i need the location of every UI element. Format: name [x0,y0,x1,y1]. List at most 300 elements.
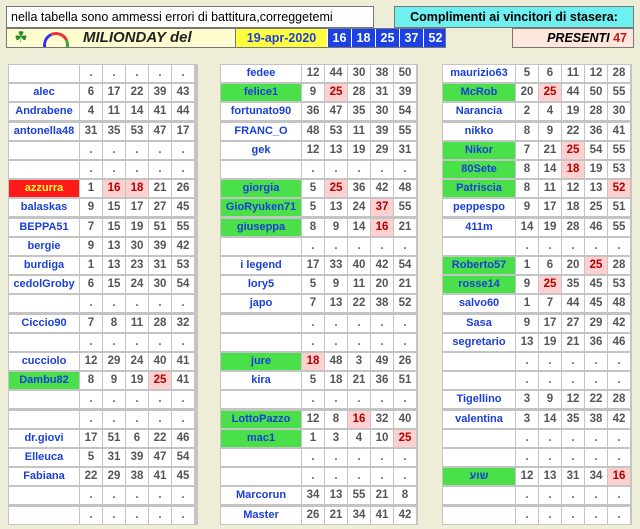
number-cell: 35 [103,123,125,140]
table-row [442,84,632,101]
number-cell: 51 [608,199,630,216]
number-cell: 19 [539,219,561,236]
number-cell: 21 [539,142,561,159]
number-cell: 21 [394,276,416,293]
player-name [221,334,301,351]
number-cell: . [103,487,125,504]
player-name: giorgia [221,180,301,197]
table-row [442,430,632,447]
number-cell: . [394,238,416,255]
number-cell: 13 [325,142,347,159]
player-name: Roberto57 [443,257,515,274]
number-cell: 28 [608,391,630,408]
number-cell: 30 [348,65,370,82]
number-cell: 22 [149,430,171,447]
player-name: giuseppa [221,219,301,236]
table-row [8,199,198,216]
table-row [442,257,632,274]
number-cell: 54 [394,103,416,120]
number-cell: 11 [103,103,125,120]
number-cell: 26 [394,353,416,370]
number-cell: 7 [539,295,561,312]
table-row [8,295,198,312]
table-row [220,391,418,408]
number-cell: 52 [394,295,416,312]
number-cell: 14 [126,103,148,120]
number-cell: . [539,238,561,255]
table-row [442,65,632,82]
matched-number-cell: 25 [394,430,416,447]
number-cell: 9 [80,199,102,216]
number-cell: 17 [80,430,102,447]
number-cell: 11 [562,65,584,82]
number-cell: 49 [371,353,393,370]
number-cell: . [103,295,125,312]
number-cell: . [539,507,561,524]
number-cell: . [172,391,194,408]
number-cell: 12 [585,65,607,82]
player-name: dr.giovi [9,430,79,447]
number-cell: 19 [539,334,561,351]
number-cell: . [585,449,607,466]
number-cell: . [80,161,102,178]
number-cell: . [325,468,347,485]
table-row [8,161,198,178]
number-cell: . [516,449,538,466]
number-cell: 11 [348,276,370,293]
number-cell: 20 [371,276,393,293]
number-cell: . [103,142,125,159]
drawn-number: 18 [351,29,375,47]
drawn-number: 37 [399,29,423,47]
number-cell: . [302,315,324,332]
player-name: peppespo [443,199,515,216]
number-cell: . [562,449,584,466]
number-cell: 8 [516,161,538,178]
number-cell: 9 [516,315,538,332]
number-cell: 12 [302,142,324,159]
number-cell: . [149,295,171,312]
draw-bar [6,28,446,48]
number-cell: . [149,487,171,504]
table-row [8,238,198,255]
number-cell: 51 [103,430,125,447]
present-counter [512,28,634,48]
player-name: i legend [221,257,301,274]
number-cell: 5 [516,65,538,82]
drawn-number: 52 [423,29,446,47]
number-cell: 20 [562,257,584,274]
table-row [442,123,632,140]
number-cell: 27 [149,199,171,216]
matched-number-cell: 25 [325,84,347,101]
number-cell: 36 [585,334,607,351]
number-cell: 7 [302,295,324,312]
number-cell: . [126,411,148,428]
table-row [220,257,418,274]
number-cell: . [371,391,393,408]
table-row [220,103,418,120]
table-row [220,430,418,447]
matched-number-cell: 52 [608,180,630,197]
player-name: jure [221,353,301,370]
table-row [442,487,632,504]
player-name [443,430,515,447]
player-name: azzurra [9,180,79,197]
number-cell: 17 [103,84,125,101]
number-cell: 18 [325,372,347,389]
number-cell: 45 [585,276,607,293]
table-row [8,487,198,504]
number-cell: 7 [80,315,102,332]
number-cell: 55 [608,142,630,159]
number-cell: 46 [585,219,607,236]
table-row [220,295,418,312]
number-cell: 47 [149,123,171,140]
number-cell: . [608,353,630,370]
number-cell: . [371,449,393,466]
number-cell: 1 [302,430,324,447]
number-cell: 41 [172,353,194,370]
number-cell: . [585,487,607,504]
number-cell: 45 [585,295,607,312]
number-cell: 44 [562,295,584,312]
player-name: Marcorun [221,487,301,504]
number-cell: . [539,353,561,370]
table-row [442,507,632,524]
number-cell: 48 [608,295,630,312]
number-cell: 11 [348,123,370,140]
matched-number-cell: 25 [539,84,561,101]
number-cell: . [608,238,630,255]
number-cell: 28 [562,219,584,236]
table-row [442,180,632,197]
table-row [442,276,632,293]
number-cell: 19 [126,219,148,236]
number-cell: 22 [562,123,584,140]
number-cell: 40 [394,411,416,428]
player-name: Nikor [443,142,515,159]
player-name [443,353,515,370]
number-cell: . [608,430,630,447]
number-cell: 29 [103,353,125,370]
number-cell: 31 [562,468,584,485]
players-panel-2 [220,64,418,525]
number-cell: . [562,487,584,504]
matched-number-cell: 16 [348,411,370,428]
table-row [220,276,418,293]
number-cell: 3 [516,391,538,408]
number-cell: 31 [394,142,416,159]
number-cell: 36 [585,123,607,140]
number-cell: 55 [348,487,370,504]
number-cell: . [149,507,171,524]
number-cell: . [585,353,607,370]
player-name [221,391,301,408]
number-cell: 5 [302,372,324,389]
number-cell: . [80,507,102,524]
number-cell: 3 [325,430,347,447]
player-name: שוע [443,468,515,485]
number-cell: 12 [302,65,324,82]
number-cell: . [539,372,561,389]
number-cell: 53 [608,276,630,293]
congrats-banner: Complimenti ai vincitori di stasera: [394,6,634,28]
player-name: bergie [9,238,79,255]
player-name: FRANC_O [221,123,301,140]
number-cell: 26 [172,180,194,197]
number-cell: . [585,238,607,255]
player-name: japo [221,295,301,312]
number-cell: 28 [585,103,607,120]
number-cell: 48 [302,123,324,140]
table-row [442,449,632,466]
player-name [443,372,515,389]
number-cell: . [394,468,416,485]
number-cell: . [325,315,347,332]
number-cell: . [516,353,538,370]
number-cell: . [325,238,347,255]
player-name: Andrabene [9,103,79,120]
number-cell: . [80,295,102,312]
number-cell: 22 [80,468,102,485]
table-row [220,334,418,351]
table-row [8,123,198,140]
table-row [8,257,198,274]
player-name: segretario [443,334,515,351]
number-cell: 12 [516,468,538,485]
number-cell: 45 [172,199,194,216]
number-cell: 44 [562,84,584,101]
player-name: LottoPazzo [221,411,301,428]
number-cell: 8 [516,180,538,197]
table-row [220,372,418,389]
number-cell: 53 [325,123,347,140]
player-name: cucciolo [9,353,79,370]
number-cell: 22 [585,391,607,408]
number-cell: 31 [371,84,393,101]
player-name: Fabiana [9,468,79,485]
player-name: maurizio63 [443,65,515,82]
number-cell: . [608,487,630,504]
number-cell: . [348,468,370,485]
number-cell: 42 [371,257,393,274]
number-cell: 48 [325,353,347,370]
draw-date: 19-apr-2020 [235,29,327,47]
table-row [8,507,198,524]
number-cell: 53 [172,257,194,274]
player-name: Ciccio90 [9,315,79,332]
player-name: valentina [443,411,515,428]
table-row [220,411,418,428]
number-cell: 55 [394,123,416,140]
number-cell: 32 [172,315,194,332]
number-cell: 39 [371,123,393,140]
number-cell: 4 [348,430,370,447]
number-cell: 6 [539,257,561,274]
player-name: lory5 [221,276,301,293]
number-cell: 12 [80,353,102,370]
number-cell: . [80,65,102,82]
number-cell: 41 [149,103,171,120]
table-row [8,315,198,332]
number-cell: . [126,391,148,408]
number-cell: 43 [172,84,194,101]
number-cell: . [562,372,584,389]
number-cell: 9 [516,276,538,293]
table-row [8,391,198,408]
number-cell: 17 [539,315,561,332]
number-cell: 8 [80,372,102,389]
number-cell: 9 [325,219,347,236]
player-name: BEPPA51 [9,219,79,236]
number-cell: 24 [126,276,148,293]
game-title: MILIONDAY del [83,29,192,46]
matched-number-cell: 18 [126,180,148,197]
table-row [442,219,632,236]
number-cell: 19 [585,161,607,178]
table-row [8,84,198,101]
number-cell: 39 [149,238,171,255]
table-row [220,219,418,236]
rainbow-icon [35,29,75,47]
number-cell: 21 [371,487,393,504]
table-row [442,372,632,389]
player-name [9,142,79,159]
number-cell: . [348,449,370,466]
number-cell: 46 [608,334,630,351]
number-cell: 4 [80,103,102,120]
table-row [8,372,198,389]
number-cell: 55 [608,219,630,236]
number-cell: . [539,449,561,466]
table-row [8,142,198,159]
table-row [442,142,632,159]
table-row [220,65,418,82]
number-cell: 44 [172,103,194,120]
number-cell: . [539,487,561,504]
number-cell: 24 [348,199,370,216]
number-cell: 9 [325,276,347,293]
number-cell: 28 [149,315,171,332]
number-cell: . [80,487,102,504]
number-cell: 20 [516,84,538,101]
number-cell: . [562,430,584,447]
player-name: Master [221,507,301,524]
number-cell: 54 [172,276,194,293]
number-cell: . [516,507,538,524]
number-cell: 41 [172,372,194,389]
player-name [221,468,301,485]
number-cell: . [516,372,538,389]
number-cell: 30 [126,238,148,255]
number-cell: . [80,334,102,351]
number-cell: . [302,468,324,485]
number-cell: 14 [539,161,561,178]
player-name [9,507,79,524]
table-row [8,65,198,82]
player-name: Tigellino [443,391,515,408]
number-cell: 55 [172,219,194,236]
table-row [220,507,418,524]
number-cell: 51 [149,219,171,236]
number-cell: 13 [103,257,125,274]
number-cell: . [371,238,393,255]
number-cell: . [103,65,125,82]
number-cell: 26 [302,507,324,524]
player-name: nikko [443,123,515,140]
number-cell: 25 [585,199,607,216]
number-cell: . [149,65,171,82]
number-cell: . [302,238,324,255]
number-cell: 32 [371,411,393,428]
number-cell: 31 [80,123,102,140]
player-name [221,449,301,466]
number-cell: . [562,507,584,524]
table-row [442,334,632,351]
number-cell: 36 [302,103,324,120]
present-label: PRESENTI [547,31,610,45]
table-row [8,449,198,466]
number-cell: . [302,161,324,178]
player-name [9,487,79,504]
number-cell: . [126,334,148,351]
number-cell: 17 [302,257,324,274]
table-row [220,161,418,178]
number-cell: 13 [516,334,538,351]
player-name: Dambu82 [9,372,79,389]
number-cell: . [103,411,125,428]
number-cell: 1 [80,257,102,274]
number-cell: 42 [371,180,393,197]
number-cell: . [394,161,416,178]
number-cell: 11 [126,315,148,332]
table-row [442,315,632,332]
player-name: balaskas [9,199,79,216]
number-cell: 19 [348,142,370,159]
player-name: 80Sete [443,161,515,178]
number-cell: 15 [103,276,125,293]
number-cell: 17 [539,199,561,216]
number-cell: 38 [126,468,148,485]
number-cell: 1 [516,257,538,274]
number-cell: 23 [126,257,148,274]
table-row [220,315,418,332]
number-cell: 10 [371,430,393,447]
number-cell: 9 [302,84,324,101]
number-cell: 3 [348,353,370,370]
number-cell: . [126,161,148,178]
number-cell: 34 [348,507,370,524]
player-name: antonella48 [9,123,79,140]
number-cell: . [172,65,194,82]
table-row [220,180,418,197]
player-name: Patriscia [443,180,515,197]
matched-number-cell: 37 [371,199,393,216]
number-cell: . [325,391,347,408]
number-cell: 50 [394,65,416,82]
number-cell: 9 [539,391,561,408]
player-name: burdiga [9,257,79,274]
number-cell: . [149,391,171,408]
number-cell: 53 [126,123,148,140]
number-cell: 28 [608,257,630,274]
table-row [442,238,632,255]
number-cell: 36 [371,372,393,389]
player-name [221,161,301,178]
number-cell: 28 [348,84,370,101]
number-cell: . [516,430,538,447]
